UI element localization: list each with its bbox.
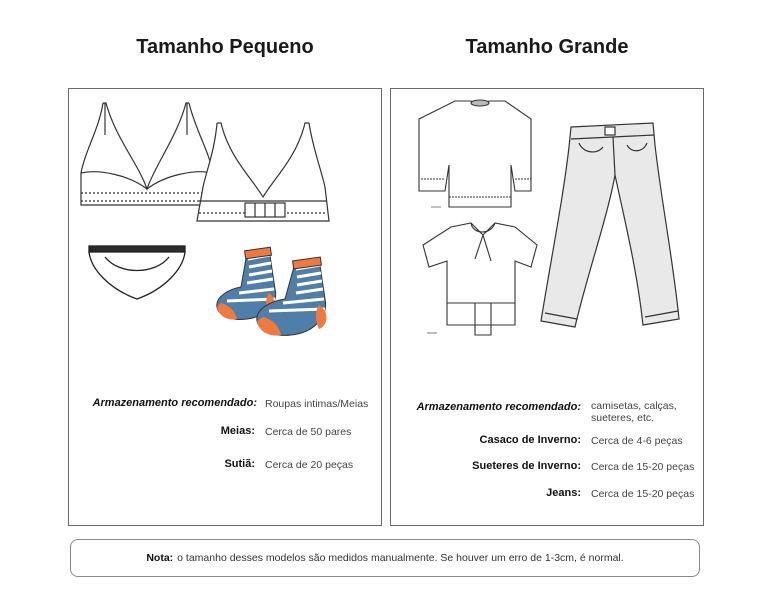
storage-label: Armazenamento recomendado: — [416, 401, 581, 413]
storage-value: Roupas intimas/Meias — [265, 398, 369, 410]
jeans-label: Jeans: — [546, 487, 581, 499]
winter-coat-value: Cerca de 4-6 peças — [591, 435, 683, 447]
bra-value: Cerca de 20 peças — [265, 459, 354, 471]
small-specs — [69, 89, 383, 527]
small-size-panel — [68, 88, 382, 526]
storage-value-line2: sueteres, etc. — [591, 412, 655, 424]
jeans-value: Cerca de 15-20 peças — [591, 488, 695, 500]
storage-label: Armazenamento recomendado: — [92, 397, 257, 409]
large-specs — [391, 89, 705, 527]
note-box — [70, 539, 700, 577]
note-text: o tamanho desses modelos são medidos manualmente. Se houver um erro de 1-3cm, é normal. — [177, 552, 624, 564]
storage-value-line1: camisetas, calças, — [591, 400, 677, 412]
socks-value: Cerca de 50 pares — [265, 426, 352, 438]
winter-sweater-value: Cerca de 15-20 peças — [591, 461, 695, 473]
note-label: Nota: — [146, 552, 174, 564]
small-size-title: Tamanho Pequeno — [136, 36, 314, 58]
winter-coat-label: Casaco de Inverno: — [479, 434, 581, 446]
large-size-title: Tamanho Grande — [465, 36, 629, 58]
bra-label: Sutiã: — [224, 458, 255, 470]
socks-label: Meias: — [220, 425, 255, 437]
large-size-panel — [390, 88, 704, 526]
winter-sweater-label: Sueteres de Inverno: — [472, 460, 581, 472]
